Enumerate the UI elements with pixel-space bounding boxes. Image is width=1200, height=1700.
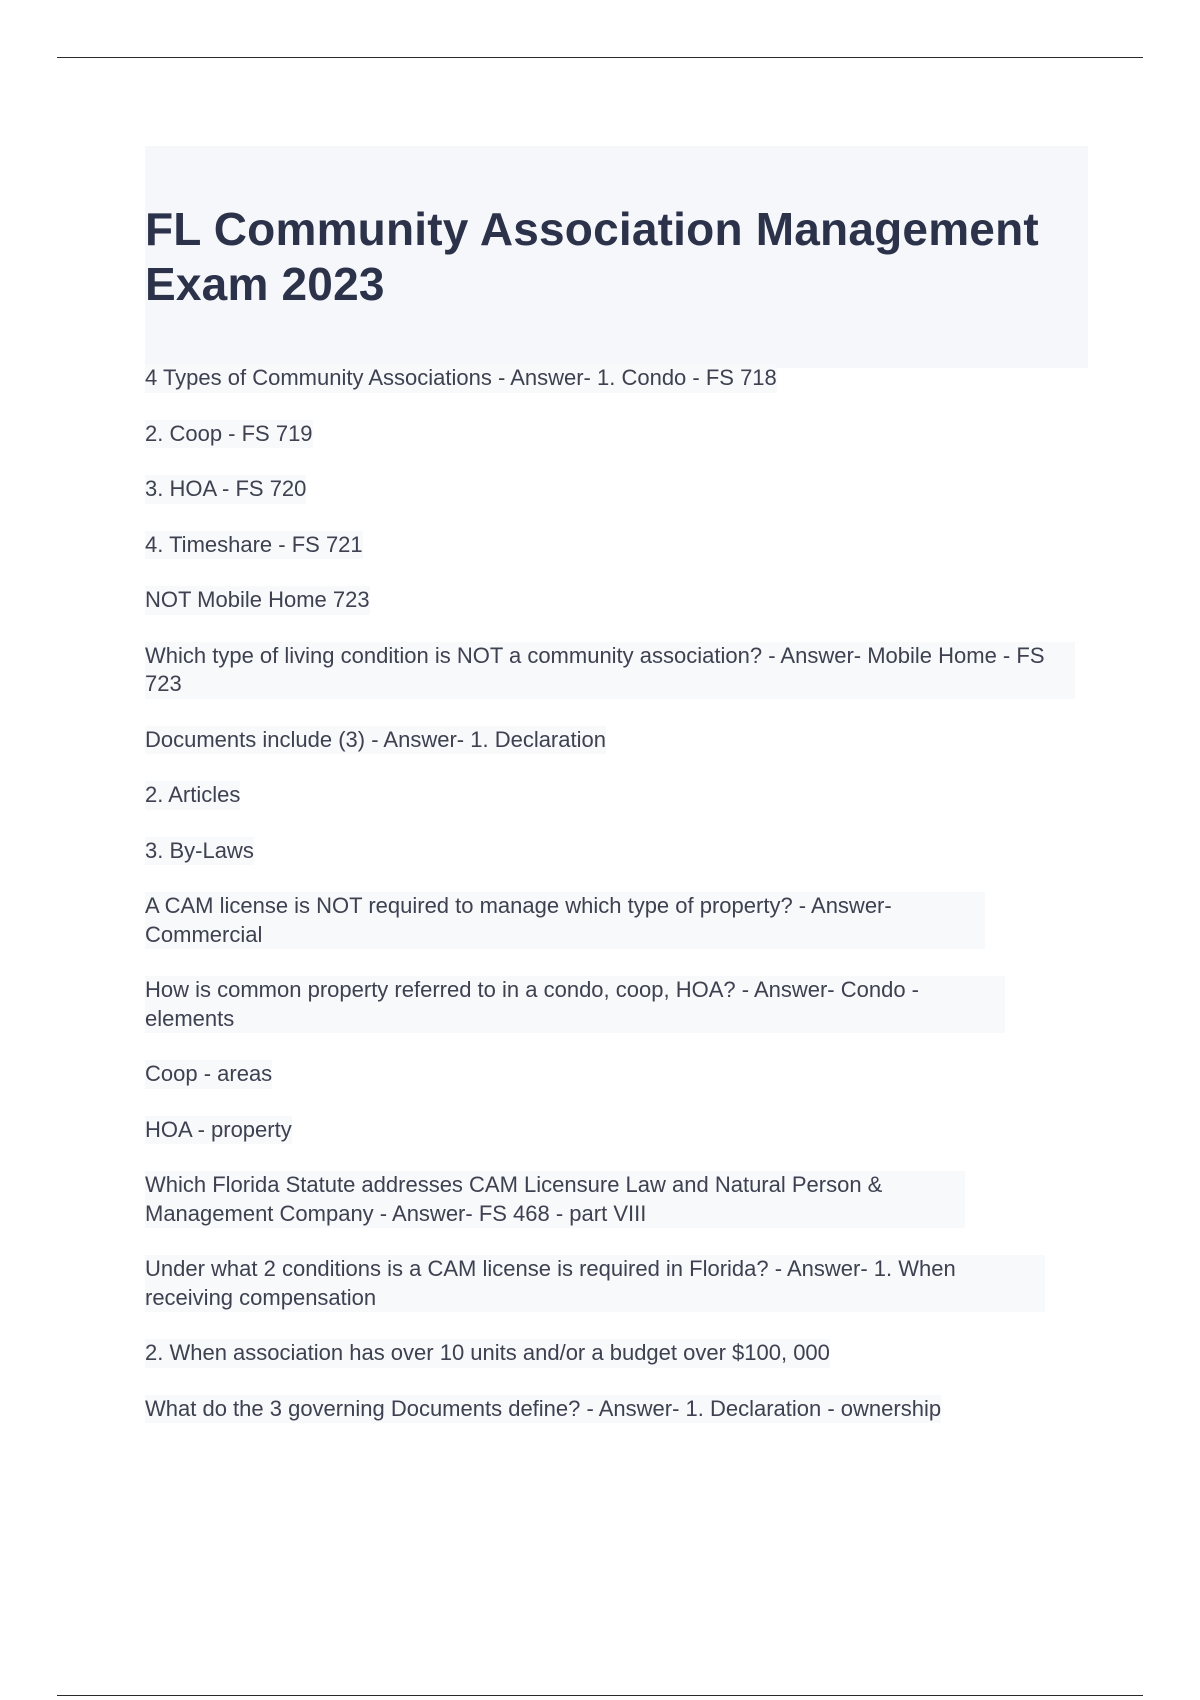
page-title: FL Community Association Management Exam 2023 [145,203,1039,310]
qa-entry: 4 Types of Community Associations - Answer- 1. Condo - FS 718 [145,364,777,393]
qa-entry: How is common property referred to in a condo, coop, HOA? - Answer- Condo - elements [145,976,1005,1033]
qa-entry: 3. HOA - FS 720 [145,475,306,504]
qa-entry: 2. Articles [145,781,240,810]
qa-entry: Which type of living condition is NOT a community association? - Answer- Mobile Home - FS 723 [145,642,1075,699]
qa-entry: Documents include (3) - Answer- 1. Declaration [145,726,606,755]
qa-content [145,364,1095,1450]
qa-entry: 4. Timeshare - FS 721 [145,531,363,560]
qa-entry: What do the 3 governing Documents define? - Answer- 1. Declaration - ownership [145,1395,941,1424]
qa-entry: 2. When association has over 10 units and/or a budget over $100, 000 [145,1339,830,1368]
qa-entry: 3. By-Laws [145,837,254,866]
qa-entry: Which Florida Statute addresses CAM Licensure Law and Natural Person & Management Company - Answer- FS 468 - part VIII [145,1171,965,1228]
qa-entry: Coop - areas [145,1060,272,1089]
qa-entry: A CAM license is NOT required to manage which type of property? - Answer- Commercial [145,892,985,949]
qa-entry: HOA - property [145,1116,292,1145]
title-block [145,146,1088,368]
qa-entry: 2. Coop - FS 719 [145,420,313,449]
top-rule [57,57,1143,58]
qa-entry: Under what 2 conditions is a CAM license is required in Florida? - Answer- 1. When receiving compensation [145,1255,1045,1312]
bottom-rule [57,1695,1143,1696]
qa-entry: NOT Mobile Home 723 [145,586,370,615]
